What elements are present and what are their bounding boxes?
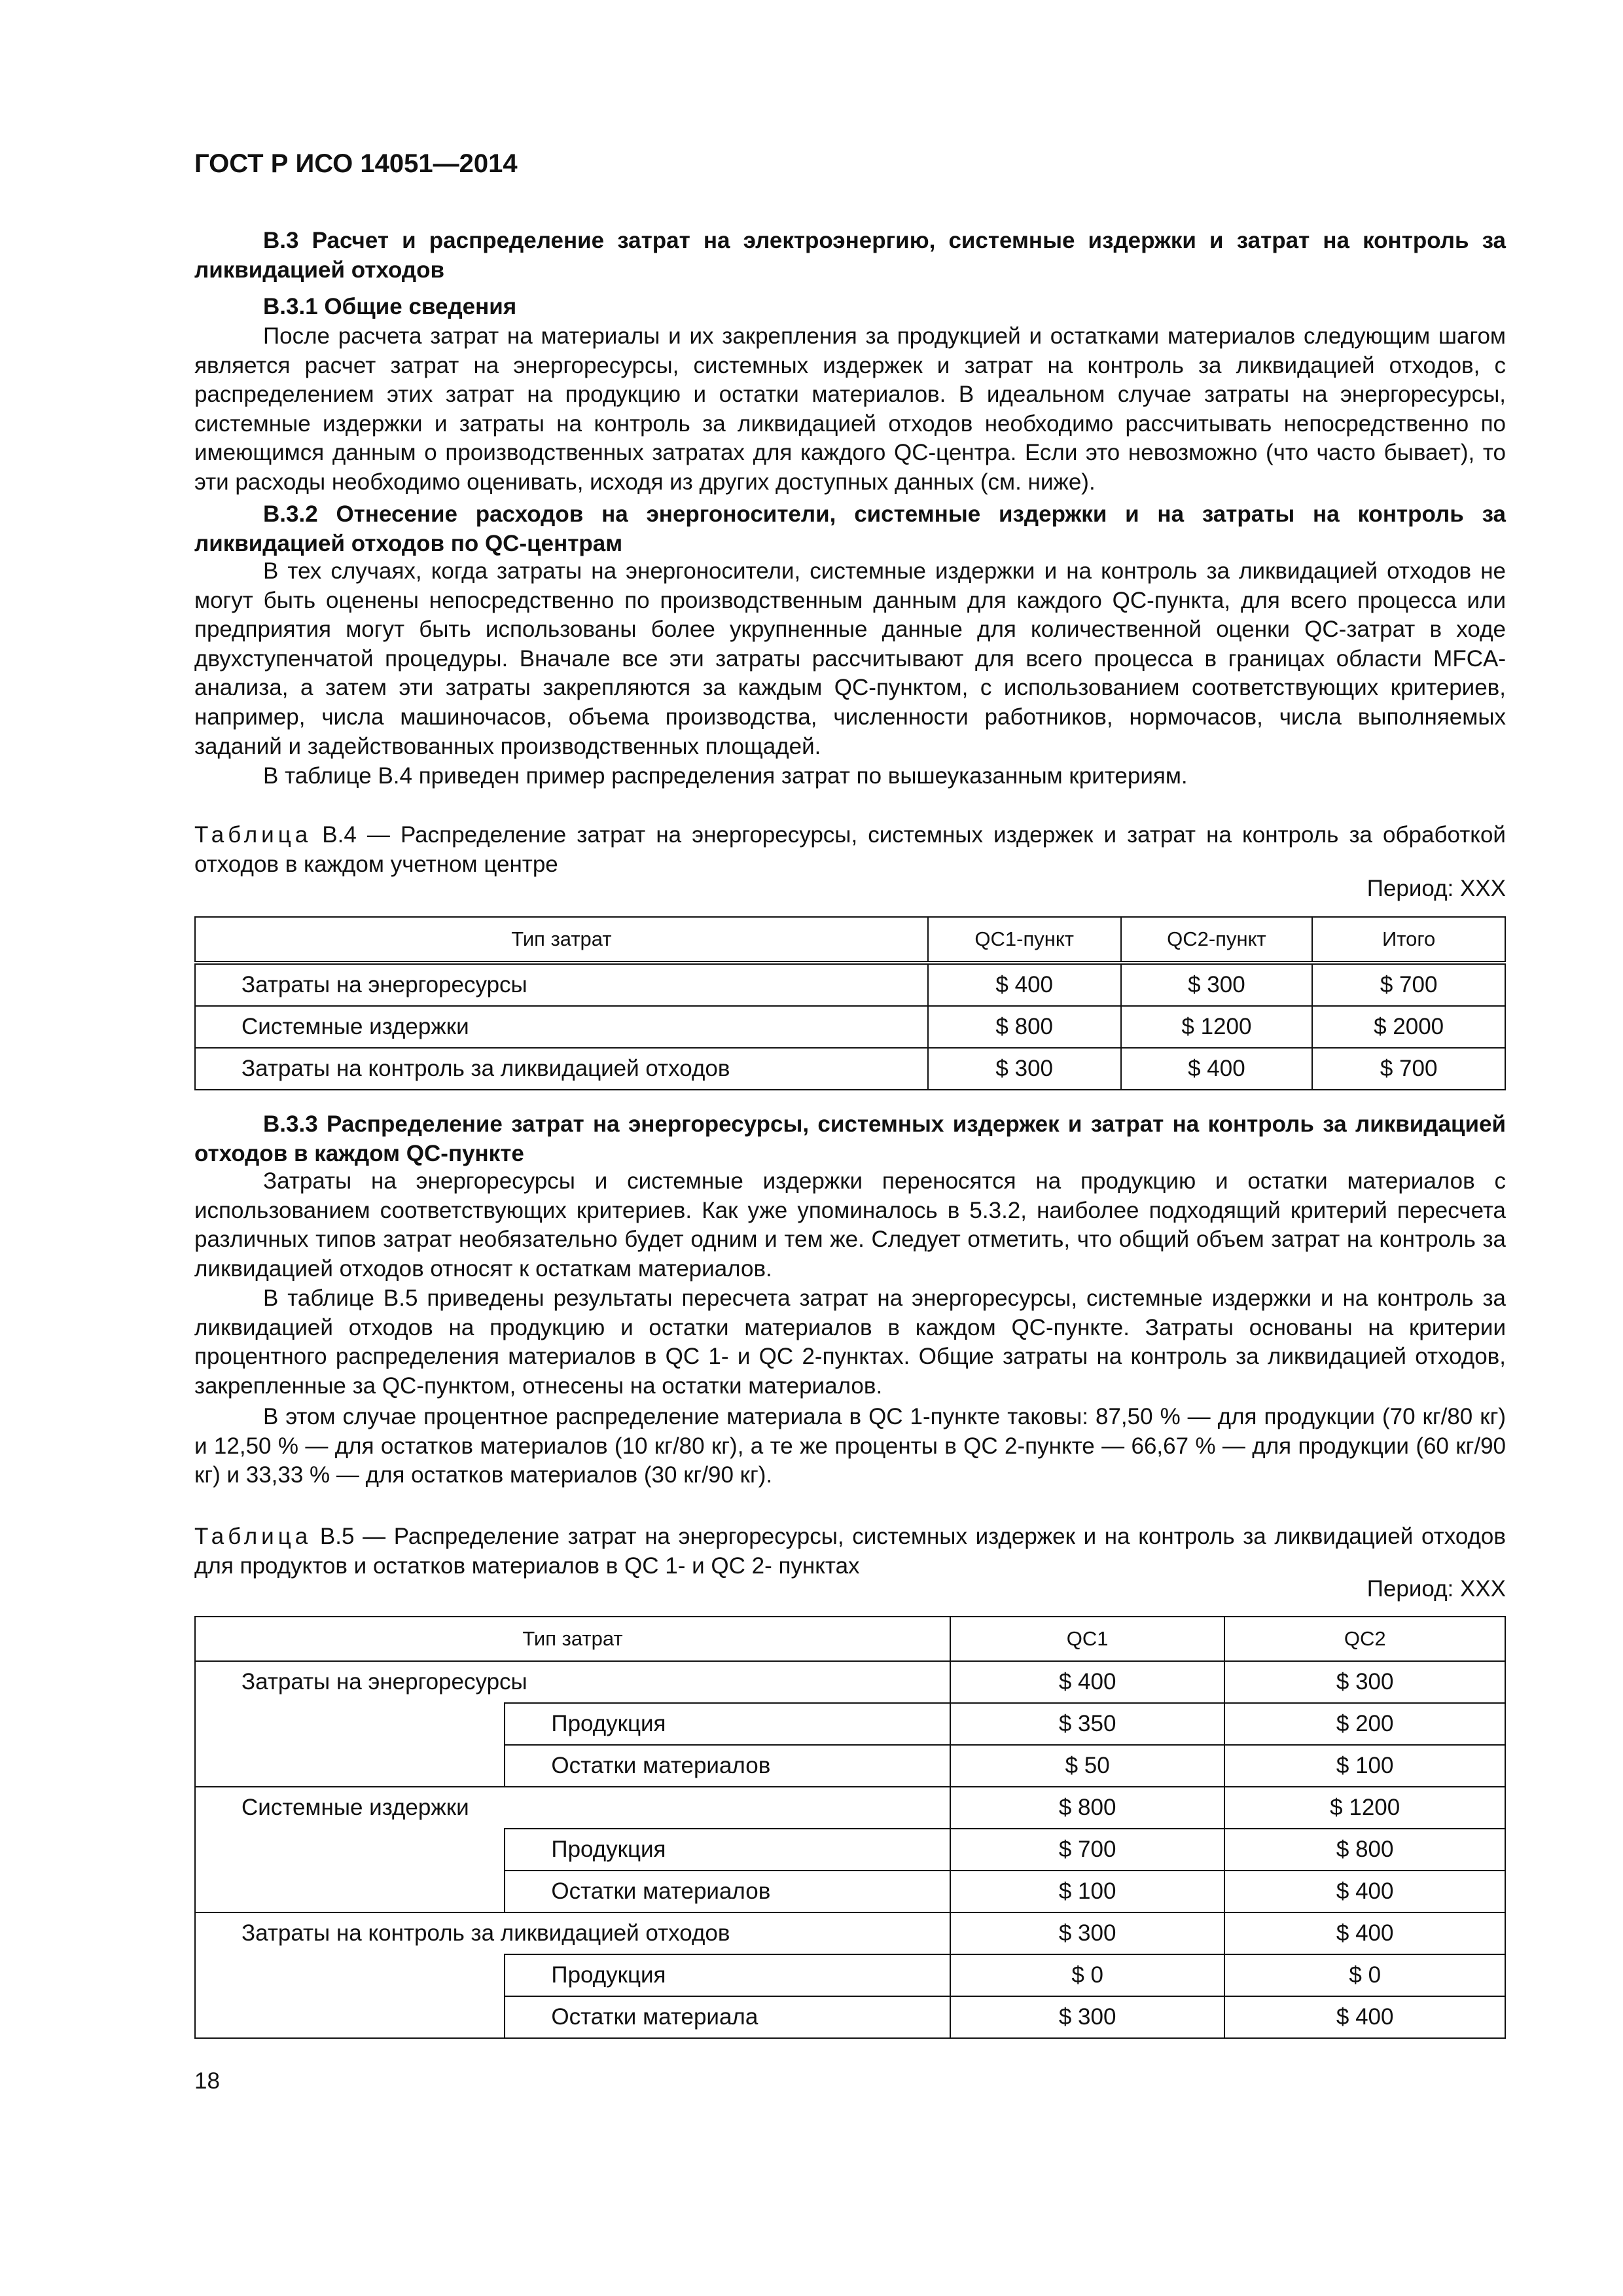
cell: $ 400	[1121, 1048, 1313, 1090]
table-group-row	[195, 1787, 1505, 1829]
table-subrow	[195, 1871, 1505, 1912]
cell: $ 800	[950, 1787, 1225, 1829]
table-header-row	[195, 917, 1505, 963]
cell: $ 50	[950, 1745, 1225, 1787]
sub-type: Остатки материала	[505, 1996, 950, 2038]
caption-text: В.5 — Распределение затрат на энергоресурсы, системных издержек и на контроль за ликвидацией отходов для продуктов и остатков материалов в QC 1- и QC 2- пунктах	[194, 1524, 1506, 1579]
cell: $ 400	[1224, 1912, 1505, 1954]
cost-type: Затраты на энергоресурсы	[195, 1661, 950, 1703]
cell: $ 0	[1224, 1954, 1505, 1996]
sub-type: Продукция	[505, 1829, 950, 1871]
cell: $ 300	[950, 1912, 1225, 1954]
cell: $ 300	[928, 1048, 1121, 1090]
section-b32-paragraph-1: В тех случаях, когда затраты на энергоносители, системные издержки и на контроль за ликвидацией отходов не могут быть оценены непосредственно по производственным данным для каждого QC-пункта, для всего процесса или предприятия могут быть использованы более укрупненные данные для количественной оценки QC-затрат в ходе двухступенчатой процедуры. Вначале все эти затраты рассчитывают для всего процесса в границах области MFCA-анализа, а затем эти затраты закрепляются за каждым QC-пунктом, с использованием соответствующих критериев, например, числа машиночасов, объема производства, численности работников, нормочасов, числа выполняемых заданий и задействованных производственных площадей.	[194, 558, 1506, 759]
cell: $ 300	[1224, 1661, 1505, 1703]
cell: $ 350	[950, 1703, 1225, 1745]
table-subrow	[195, 1703, 1505, 1745]
section-b31-paragraph: После расчета затрат на материалы и их закрепления за продукцией и остатками материалов следующим шагом является расчет затрат на энергоресурсы, системных издержек и затрат на контроль за ликвидацией отходов, с распределением этих затрат на продукцию и остатки материалов. В идеальном случае затраты на энергоресурсы, системные издержки и затраты на контроль за ликвидацией отходов необходимо рассчитывать непосредственно по имеющимся данным о производственных затратах для каждого QC-центра. Если это невозможно (что часто бывает), то эти расходы необходимо оценивать, исходя из других доступных данных (см. ниже).	[194, 323, 1506, 495]
table-subrow	[195, 1829, 1505, 1871]
cell: $ 1200	[1224, 1787, 1505, 1829]
table-b5-caption	[194, 1522, 1506, 1581]
cell: $ 400	[1224, 1996, 1505, 2038]
table-group-row	[195, 1661, 1505, 1703]
cost-type: Системные издержки	[195, 1787, 950, 1829]
column-header: Итого	[1312, 917, 1505, 963]
caption-label: Таблица	[194, 1524, 312, 1549]
page-number: 18	[194, 2068, 220, 2094]
section-b33-paragraph-1: Затраты на энергоресурсы и системные издержки переносятся на продукцию и остатки материалов с использованием соответствующих критериев. Как уже упоминалось в 5.3.2, наиболее подходящий критерий пересчета различных типов затрат необязательно будет одним и тем же. Следует отметить, что общий объем затрат на контроль за ликвидацией отходов относят к остаткам материалов.	[194, 1168, 1506, 1282]
empty-cell	[195, 1745, 505, 1787]
section-b32-heading: В.3.2 Отнесение расходов на энергоносители, системные издержки и на затраты на контроль за ликвидацией отходов по QC-центрам	[194, 501, 1506, 556]
section-b33-heading: В.3.3 Распределение затрат на энергоресурсы, системных издержек и затрат на контроль за ликвидацией отходов в каждом QC-пункте	[194, 1111, 1506, 1166]
section-b31-heading: В.3.1 Общие сведения	[263, 294, 517, 319]
caption-text: В.4 — Распределение затрат на энергоресурсы, системных издержек и затрат на контроль за обработкой отходов в каждом учетном центре	[194, 822, 1506, 877]
sub-type: Продукция	[505, 1703, 950, 1745]
column-header: Тип затрат	[195, 1617, 950, 1661]
empty-cell	[195, 1871, 505, 1912]
cost-type: Системные издержки	[195, 1006, 928, 1048]
column-header: QC1-пункт	[928, 917, 1121, 963]
table-b5	[194, 1616, 1506, 2039]
column-header: QC1	[950, 1617, 1225, 1661]
section-b33-paragraph-2: В таблице В.5 приведены результаты пересчета затрат на энергоресурсы, системные издержки и на контроль за ликвидацией отходов на продукцию и остатки материалов в каждом QC-пункте. Затраты основаны на критерии процентного распределения материалов в QC 1- и QC 2-пунктах. Общие затраты на контроль за ликвидацией отходов, закрепленные за QC-пунктом, отнесены на остатки материалов.	[194, 1285, 1506, 1399]
table-row	[195, 963, 1505, 1006]
cost-type: Затраты на контроль за ликвидацией отходов	[195, 1912, 950, 1954]
cell: $ 300	[950, 1996, 1225, 2038]
cell: $ 1200	[1121, 1006, 1313, 1048]
empty-cell	[195, 1829, 505, 1871]
empty-cell	[195, 1703, 505, 1745]
cell: $ 2000	[1312, 1006, 1505, 1048]
cell: $ 400	[928, 963, 1121, 1006]
table-b4-period: Период: XXX	[1366, 876, 1506, 901]
cell: $ 100	[950, 1871, 1225, 1912]
cell: $ 300	[1121, 963, 1313, 1006]
column-header: Тип затрат	[195, 917, 928, 963]
cell: $ 800	[1224, 1829, 1505, 1871]
table-header-row	[195, 1617, 1505, 1661]
table-row	[195, 1048, 1505, 1090]
empty-cell	[195, 1954, 505, 1996]
table-subrow	[195, 1745, 1505, 1787]
column-header: QC2	[1224, 1617, 1505, 1661]
caption-label: Таблица	[194, 822, 312, 848]
cell: $ 400	[950, 1661, 1225, 1703]
cell: $ 800	[928, 1006, 1121, 1048]
cell: $ 100	[1224, 1745, 1505, 1787]
cell: $ 200	[1224, 1703, 1505, 1745]
sub-type: Остатки материалов	[505, 1745, 950, 1787]
cost-type: Затраты на энергоресурсы	[195, 963, 928, 1006]
section-b33-paragraph-3: В этом случае процентное распределение материала в QC 1-пункте таковы: 87,50 % — для продукции (70 кг/80 кг) и 12,50 % — для остатков материалов (10 кг/80 кг), а те же проценты в QC 2-пункте — 66,67 % — для продукции (60 кг/90 кг) и 33,33 % — для остатков материалов (30 кг/90 кг).	[194, 1404, 1506, 1488]
cell: $ 700	[1312, 963, 1505, 1006]
cell: $ 700	[950, 1829, 1225, 1871]
table-subrow	[195, 1996, 1505, 2038]
table-b4	[194, 916, 1506, 1090]
section-b3-heading: В.3 Расчет и распределение затрат на электроэнергию, системные издержки и затрат на контроль за ликвидацией отходов	[194, 228, 1506, 283]
sub-type: Остатки материалов	[505, 1871, 950, 1912]
column-header: QC2-пункт	[1121, 917, 1313, 963]
table-group-row	[195, 1912, 1505, 1954]
table-b4-caption	[194, 821, 1506, 879]
table-subrow	[195, 1954, 1505, 1996]
table-b5-period: Период: XXX	[1366, 1576, 1506, 1602]
cost-type: Затраты на контроль за ликвидацией отходов	[195, 1048, 928, 1090]
sub-type: Продукция	[505, 1954, 950, 1996]
section-b32-paragraph-2: В таблице В.4 приведен пример распределения затрат по вышеуказанным критериям.	[263, 763, 1188, 789]
table-row	[195, 1006, 1505, 1048]
cell: $ 0	[950, 1954, 1225, 1996]
cell: $ 700	[1312, 1048, 1505, 1090]
cell: $ 400	[1224, 1871, 1505, 1912]
document-header: ГОСТ Р ИСО 14051—2014	[194, 149, 518, 178]
empty-cell	[195, 1996, 505, 2038]
